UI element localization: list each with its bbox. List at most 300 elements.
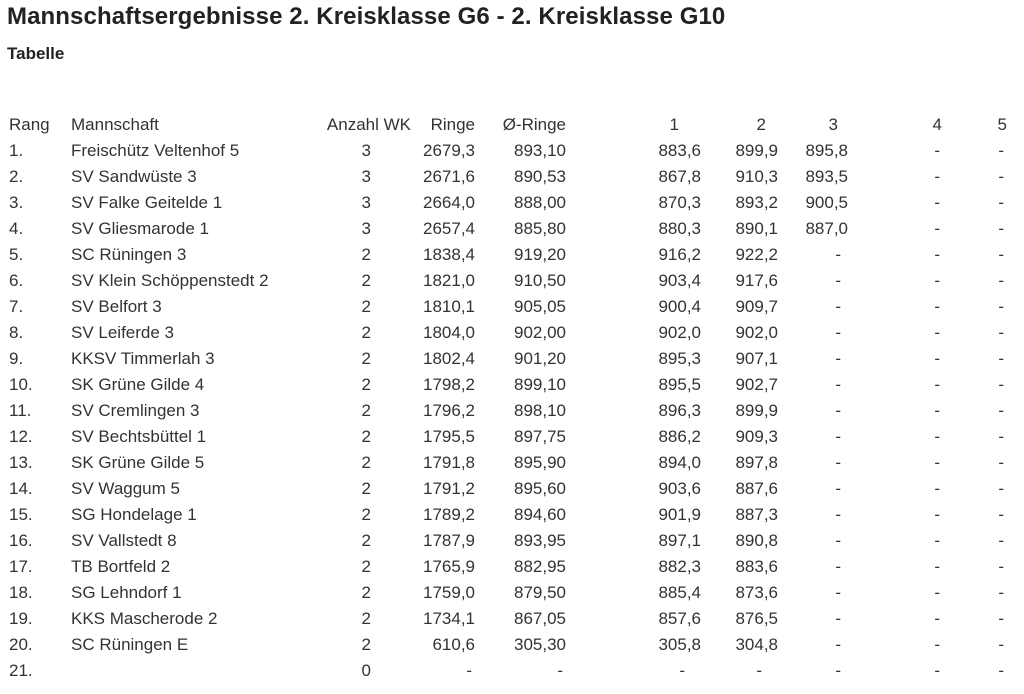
cell-series-2: [709, 476, 786, 502]
cell-anzahl-wk: [317, 268, 411, 294]
cell-series-1: [566, 398, 709, 424]
cell-ringe-value: 1791,2: [423, 479, 475, 498]
cell-avg-ringe-value: 905,05: [514, 297, 566, 316]
header-series-4-label: 4: [932, 115, 942, 134]
header-series-4[interactable]: [865, 112, 942, 138]
cell-series-1: [566, 658, 709, 684]
cell-ringe-value: 2671,6: [423, 167, 475, 186]
cell-series-3: [786, 580, 865, 606]
cell-series-2-value: -: [756, 661, 762, 680]
cell-series-5: [942, 164, 1024, 190]
cell-team-value: SV Belfort 3: [71, 297, 162, 316]
cell-team[interactable]: [71, 580, 317, 606]
section-title: Tabelle: [7, 44, 65, 63]
cell-series-2: [709, 632, 786, 658]
cell-series-5-value: -: [998, 427, 1004, 446]
cell-team[interactable]: [71, 372, 317, 398]
cell-anzahl-wk-value: 2: [361, 479, 371, 498]
cell-team[interactable]: [71, 554, 317, 580]
cell-team[interactable]: [71, 190, 317, 216]
cell-ringe-value: 1789,2: [423, 505, 475, 524]
cell-team[interactable]: [71, 528, 317, 554]
cell-team-value: SV Sandwüste 3: [71, 167, 197, 186]
cell-series-5: [942, 476, 1024, 502]
cell-series-2-value: 887,3: [735, 505, 778, 524]
cell-avg-ringe-value: 890,53: [514, 167, 566, 186]
cell-series-2: [709, 606, 786, 632]
cell-team-value: SG Lehndorf 1: [71, 583, 182, 602]
cell-series-2-value: 909,7: [735, 297, 778, 316]
cell-series-2-value: 910,3: [735, 167, 778, 186]
cell-ringe-value: 1810,1: [423, 297, 475, 316]
cell-series-4: [865, 216, 942, 242]
cell-rang-value: 3.: [9, 193, 24, 212]
cell-series-5-value: -: [998, 323, 1004, 342]
cell-avg-ringe: [475, 372, 566, 398]
cell-series-5: [942, 554, 1024, 580]
cell-team-value: KKS Mascherode 2: [71, 609, 218, 628]
cell-anzahl-wk: [317, 606, 411, 632]
cell-rang-value: 7.: [9, 297, 24, 316]
header-series-2[interactable]: [709, 112, 786, 138]
cell-rang-value: 13.: [9, 453, 33, 472]
cell-series-1: [566, 554, 709, 580]
cell-rang-value: 16.: [9, 531, 33, 550]
cell-series-2-value: 890,1: [735, 219, 778, 238]
cell-series-4: [865, 580, 942, 606]
cell-avg-ringe-value: -: [557, 661, 563, 680]
table-row: [0, 554, 1024, 580]
table-row: [0, 320, 1024, 346]
cell-anzahl-wk: [317, 424, 411, 450]
cell-ringe-value: 1791,8: [423, 453, 475, 472]
cell-rang-value: 5.: [9, 245, 24, 264]
cell-series-1: [566, 320, 709, 346]
cell-team-value: SV Gliesmarode 1: [71, 219, 209, 238]
cell-anzahl-wk: [317, 476, 411, 502]
cell-team-value: SC Rüningen 3: [71, 245, 187, 264]
header-rang[interactable]: Rang: [9, 115, 50, 134]
cell-series-3-value: -: [835, 245, 841, 264]
cell-series-5-value: -: [998, 349, 1004, 368]
cell-series-5: [942, 138, 1024, 164]
cell-ringe-value: 1734,1: [423, 609, 475, 628]
cell-anzahl-wk-value: 2: [361, 297, 371, 316]
cell-avg-ringe-value: 888,00: [514, 193, 566, 212]
cell-series-4-value: -: [934, 193, 940, 212]
cell-anzahl-wk: [317, 632, 411, 658]
cell-avg-ringe-value: 895,90: [514, 453, 566, 472]
cell-avg-ringe: [475, 242, 566, 268]
cell-ringe-value: 1802,4: [423, 349, 475, 368]
cell-rang-value: 4.: [9, 219, 24, 238]
table-row: [0, 294, 1024, 320]
cell-avg-ringe: [475, 424, 566, 450]
results-table: [0, 112, 1024, 684]
cell-ringe-value: 1787,9: [423, 531, 475, 550]
cell-anzahl-wk-value: 2: [361, 531, 371, 550]
table-row: [0, 450, 1024, 476]
cell-rang-value: 2.: [9, 167, 24, 186]
cell-anzahl-wk-value: 0: [361, 661, 371, 680]
cell-series-4: [865, 346, 942, 372]
cell-series-4-value: -: [934, 453, 940, 472]
cell-anzahl-wk: [317, 580, 411, 606]
cell-series-4-value: -: [934, 401, 940, 420]
cell-series-5: [942, 424, 1024, 450]
cell-series-5: [942, 242, 1024, 268]
cell-series-1-value: 903,4: [658, 271, 701, 290]
table-row: [0, 242, 1024, 268]
cell-series-4-value: -: [934, 479, 940, 498]
cell-series-3: [786, 502, 865, 528]
cell-series-1-value: 901,9: [658, 505, 701, 524]
cell-series-2: [709, 320, 786, 346]
cell-series-2: [709, 450, 786, 476]
cell-series-2: [709, 216, 786, 242]
cell-series-2: [709, 580, 786, 606]
cell-ringe-value: 1759,0: [423, 583, 475, 602]
cell-ringe-value: 1795,5: [423, 427, 475, 446]
table-row: [0, 528, 1024, 554]
table-row: [0, 216, 1024, 242]
cell-anzahl-wk-value: 2: [361, 375, 371, 394]
cell-ringe: [411, 320, 475, 346]
cell-series-5: [942, 294, 1024, 320]
cell-series-1: [566, 528, 709, 554]
cell-avg-ringe: [475, 476, 566, 502]
cell-team[interactable]: [71, 632, 317, 658]
header-series-1[interactable]: [566, 112, 709, 138]
cell-rang: [0, 268, 71, 294]
cell-series-5-value: -: [998, 141, 1004, 160]
cell-series-1-value: 903,6: [658, 479, 701, 498]
cell-avg-ringe: [475, 554, 566, 580]
cell-rang: [0, 632, 71, 658]
cell-series-3: [786, 216, 865, 242]
cell-anzahl-wk-value: 2: [361, 427, 371, 446]
cell-series-4-value: -: [934, 557, 940, 576]
cell-team[interactable]: [71, 606, 317, 632]
cell-series-4: [865, 606, 942, 632]
cell-ringe-value: 2664,0: [423, 193, 475, 212]
cell-rang-value: 14.: [9, 479, 33, 498]
header-avg-ringe[interactable]: Ø-Ringe: [502, 115, 566, 134]
cell-avg-ringe-value: 893,10: [514, 141, 566, 160]
cell-series-4-value: -: [934, 375, 940, 394]
cell-series-2: [709, 554, 786, 580]
cell-team[interactable]: [71, 346, 317, 372]
cell-rang: [0, 216, 71, 242]
cell-ringe: [411, 502, 475, 528]
cell-series-2-value: 890,8: [735, 531, 778, 550]
cell-series-3: [786, 138, 865, 164]
cell-series-5-value: -: [998, 635, 1004, 654]
cell-avg-ringe: [475, 450, 566, 476]
cell-anzahl-wk: [317, 346, 411, 372]
cell-rang: [0, 138, 71, 164]
cell-series-1-value: 885,4: [658, 583, 701, 602]
cell-team[interactable]: [71, 658, 317, 684]
table-row: [0, 372, 1024, 398]
cell-series-3: [786, 554, 865, 580]
table-row: [0, 398, 1024, 424]
header-series-5[interactable]: [942, 112, 1024, 138]
cell-ringe: [411, 424, 475, 450]
cell-series-4: [865, 502, 942, 528]
header-team[interactable]: Mannschaft: [71, 115, 159, 134]
cell-series-2: [709, 658, 786, 684]
cell-avg-ringe-value: 867,05: [514, 609, 566, 628]
cell-series-2-value: 899,9: [735, 141, 778, 160]
cell-rang-value: 10.: [9, 375, 33, 394]
cell-series-4: [865, 268, 942, 294]
cell-team[interactable]: [71, 450, 317, 476]
cell-series-2: [709, 294, 786, 320]
table-row: [0, 606, 1024, 632]
cell-series-5: [942, 190, 1024, 216]
cell-team[interactable]: [71, 502, 317, 528]
cell-avg-ringe: [475, 138, 566, 164]
cell-series-2-value: 304,8: [735, 635, 778, 654]
cell-series-4: [865, 554, 942, 580]
cell-series-1: [566, 190, 709, 216]
cell-anzahl-wk: [317, 398, 411, 424]
cell-anzahl-wk: [317, 190, 411, 216]
table-row: [0, 476, 1024, 502]
cell-series-3-value: -: [835, 453, 841, 472]
cell-series-1: [566, 346, 709, 372]
cell-rang: [0, 658, 71, 684]
header-ringe[interactable]: Ringe: [430, 115, 475, 134]
cell-rang-value: 1.: [9, 141, 24, 160]
cell-series-1-value: 916,2: [658, 245, 701, 264]
cell-series-1: [566, 606, 709, 632]
cell-series-5: [942, 606, 1024, 632]
cell-series-4-value: -: [934, 271, 940, 290]
table-row: [0, 632, 1024, 658]
cell-anzahl-wk-value: 2: [361, 505, 371, 524]
cell-series-3: [786, 372, 865, 398]
cell-series-5-value: -: [998, 297, 1004, 316]
table-row: [0, 164, 1024, 190]
cell-rang-value: 19.: [9, 609, 33, 628]
cell-series-4: [865, 242, 942, 268]
cell-ringe-value: 1796,2: [423, 401, 475, 420]
cell-series-4-value: -: [934, 167, 940, 186]
cell-ringe: [411, 268, 475, 294]
cell-series-4: [865, 450, 942, 476]
cell-anzahl-wk: [317, 554, 411, 580]
cell-anzahl-wk-value: 3: [361, 219, 371, 238]
cell-series-5: [942, 398, 1024, 424]
cell-rang: [0, 346, 71, 372]
cell-rang-value: 11.: [9, 401, 32, 420]
cell-anzahl-wk-value: 3: [361, 141, 371, 160]
cell-anzahl-wk-value: 2: [361, 557, 371, 576]
cell-team[interactable]: [71, 164, 317, 190]
cell-anzahl-wk: [317, 216, 411, 242]
cell-series-4-value: -: [934, 323, 940, 342]
cell-series-3: [786, 320, 865, 346]
cell-series-5-value: -: [998, 271, 1004, 290]
cell-series-2: [709, 424, 786, 450]
cell-series-4-value: -: [934, 141, 940, 160]
cell-series-4: [865, 398, 942, 424]
cell-series-4-value: -: [934, 531, 940, 550]
cell-series-3-value: -: [835, 635, 841, 654]
cell-series-1-value: 880,3: [658, 219, 701, 238]
cell-ringe: [411, 372, 475, 398]
cell-avg-ringe-value: 882,95: [514, 557, 566, 576]
cell-avg-ringe: [475, 632, 566, 658]
cell-series-1-value: 883,6: [658, 141, 701, 160]
cell-series-2: [709, 502, 786, 528]
cell-team[interactable]: [71, 476, 317, 502]
cell-series-1-value: 894,0: [658, 453, 701, 472]
cell-series-5: [942, 528, 1024, 554]
header-series-5-label: 5: [997, 115, 1007, 134]
cell-series-5-value: -: [998, 479, 1004, 498]
cell-series-3-value: -: [835, 505, 841, 524]
cell-ringe: [411, 476, 475, 502]
cell-team-value: SV Falke Geitelde 1: [71, 193, 223, 212]
cell-team-value: SV Leiferde 3: [71, 323, 175, 342]
header-anzahl-wk[interactable]: Anzahl WK: [326, 115, 411, 134]
cell-rang-value: 9.: [9, 349, 24, 368]
cell-series-2-value: 899,9: [735, 401, 778, 420]
cell-rang: [0, 164, 71, 190]
cell-series-1-value: 896,3: [658, 401, 701, 420]
cell-team-value: SV Waggum 5: [71, 479, 180, 498]
cell-team[interactable]: [71, 398, 317, 424]
cell-series-4: [865, 528, 942, 554]
cell-series-1-value: 895,3: [658, 349, 701, 368]
cell-series-4: [865, 658, 942, 684]
cell-series-2-value: 902,0: [735, 323, 778, 342]
cell-team[interactable]: [71, 424, 317, 450]
cell-series-2-value: 893,2: [735, 193, 778, 212]
cell-ringe: [411, 346, 475, 372]
cell-series-5: [942, 580, 1024, 606]
cell-ringe-value: 1798,2: [423, 375, 475, 394]
header-series-2-label: 2: [756, 115, 766, 134]
cell-rang: [0, 502, 71, 528]
cell-series-5: [942, 372, 1024, 398]
cell-ringe-value: 1804,0: [423, 323, 475, 342]
cell-rang-value: 12.: [9, 427, 33, 446]
cell-avg-ringe: [475, 580, 566, 606]
cell-series-4-value: -: [934, 297, 940, 316]
cell-series-5-value: -: [998, 609, 1004, 628]
cell-series-3: [786, 268, 865, 294]
cell-avg-ringe-value: 902,00: [514, 323, 566, 342]
cell-anzahl-wk-value: 2: [361, 323, 371, 342]
cell-team[interactable]: [71, 268, 317, 294]
cell-avg-ringe-value: 901,20: [514, 349, 566, 368]
header-series-3[interactable]: [786, 112, 865, 138]
cell-series-1-value: 886,2: [658, 427, 701, 446]
cell-series-5: [942, 502, 1024, 528]
cell-anzahl-wk-value: 2: [361, 401, 371, 420]
cell-rang: [0, 528, 71, 554]
cell-team-value: SV Klein Schöppenstedt 2: [71, 271, 269, 290]
cell-anzahl-wk-value: 2: [361, 609, 371, 628]
cell-ringe-value: -: [466, 661, 472, 680]
cell-series-4-value: -: [934, 661, 940, 680]
cell-team[interactable]: [71, 216, 317, 242]
cell-avg-ringe: [475, 190, 566, 216]
table-row: [0, 346, 1024, 372]
cell-team[interactable]: [71, 320, 317, 346]
cell-rang-value: 20.: [9, 635, 33, 654]
cell-series-5: [942, 216, 1024, 242]
cell-series-1: [566, 138, 709, 164]
results-body: [0, 138, 1024, 684]
page-title: Mannschaftsergebnisse 2. Kreisklasse G6 - 2. Kreisklasse G10: [7, 3, 726, 30]
cell-ringe-value: 2679,3: [423, 141, 475, 160]
cell-team-value: SC Rüningen E: [71, 635, 189, 654]
cell-series-3: [786, 294, 865, 320]
cell-series-3-value: -: [835, 531, 841, 550]
cell-series-4: [865, 138, 942, 164]
cell-series-2-value: 922,2: [735, 245, 778, 264]
cell-series-1-value: -: [679, 661, 685, 680]
cell-team-value: SV Vallstedt 8: [71, 531, 177, 550]
cell-anzahl-wk-value: 2: [361, 271, 371, 290]
cell-series-1: [566, 268, 709, 294]
cell-anzahl-wk: [317, 372, 411, 398]
cell-series-5: [942, 658, 1024, 684]
cell-avg-ringe: [475, 658, 566, 684]
cell-series-3-value: -: [835, 323, 841, 342]
cell-series-1-value: 900,4: [658, 297, 701, 316]
cell-series-1: [566, 424, 709, 450]
cell-team[interactable]: [71, 294, 317, 320]
cell-rang-value: 8.: [9, 323, 24, 342]
cell-series-3: [786, 606, 865, 632]
cell-series-4-value: -: [934, 505, 940, 524]
header-series-3-label: 3: [828, 115, 838, 134]
cell-series-3-value: -: [835, 427, 841, 446]
cell-rang: [0, 294, 71, 320]
cell-series-2-value: 883,6: [735, 557, 778, 576]
cell-team[interactable]: [71, 138, 317, 164]
cell-series-1-value: 895,5: [658, 375, 701, 394]
table-row: [0, 580, 1024, 606]
cell-series-3: [786, 424, 865, 450]
cell-avg-ringe: [475, 320, 566, 346]
cell-series-2: [709, 372, 786, 398]
cell-series-2-value: 909,3: [735, 427, 778, 446]
cell-team[interactable]: [71, 242, 317, 268]
cell-rang-value: 21.: [9, 661, 33, 680]
cell-anzahl-wk-value: 2: [361, 349, 371, 368]
cell-rang: [0, 424, 71, 450]
cell-series-3: [786, 450, 865, 476]
cell-series-3: [786, 658, 865, 684]
cell-anzahl-wk: [317, 450, 411, 476]
cell-series-1-value: 867,8: [658, 167, 701, 186]
cell-rang-value: 18.: [9, 583, 33, 602]
cell-series-4: [865, 632, 942, 658]
cell-series-3: [786, 398, 865, 424]
table-row: [0, 502, 1024, 528]
cell-series-3-value: 895,8: [805, 141, 848, 160]
cell-series-5-value: -: [998, 505, 1004, 524]
cell-series-5-value: -: [998, 245, 1004, 264]
cell-series-5: [942, 268, 1024, 294]
